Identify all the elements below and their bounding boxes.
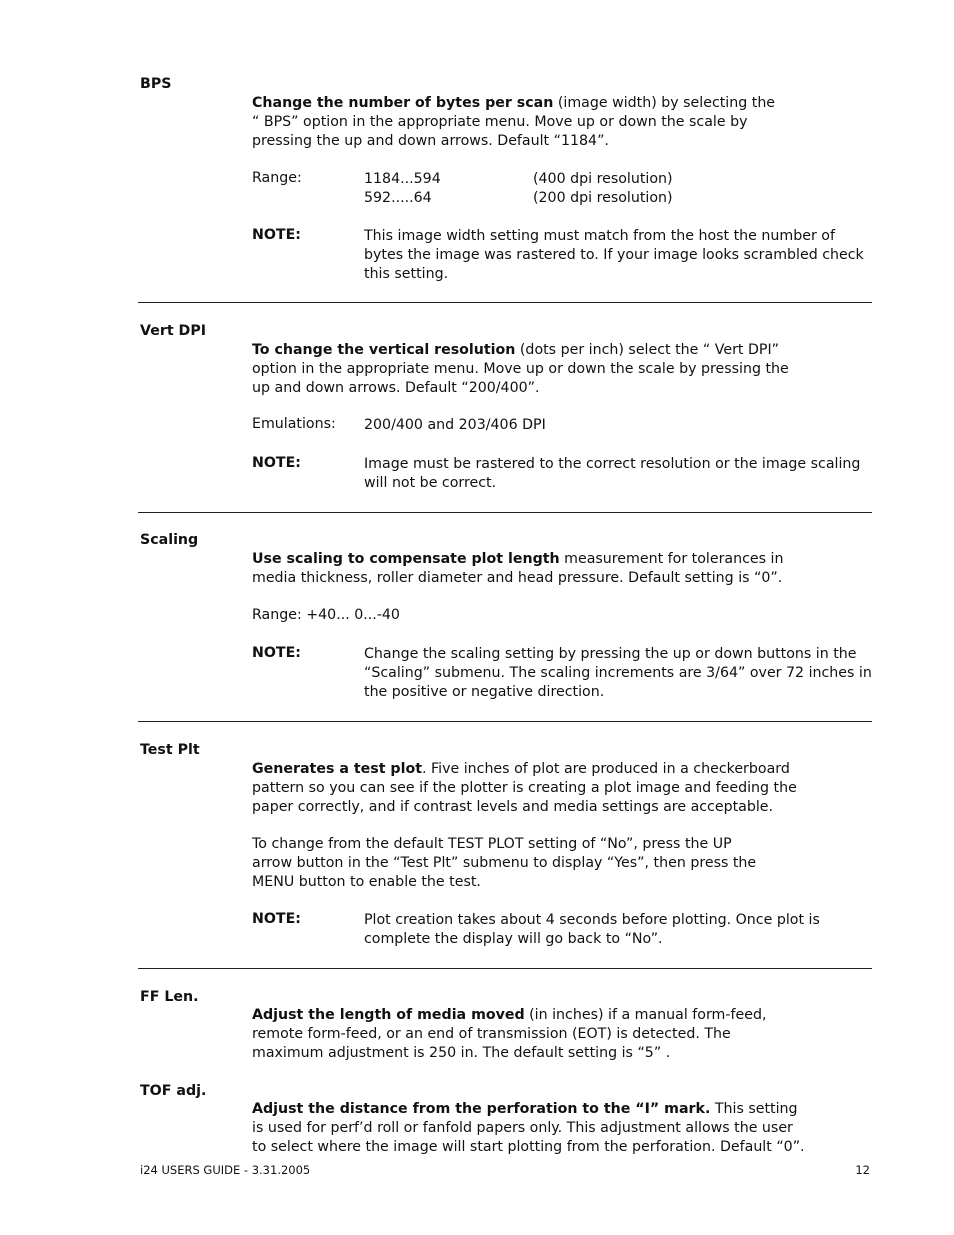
scaling-description-lead: Use scaling to compensate plot length	[252, 551, 560, 567]
test-plt-instructions-line3: MENU button to enable the test.	[252, 873, 481, 890]
scaling-note-line2: “Scaling” submenu. The scaling increments are 3/64” over 72 inches in	[364, 664, 872, 681]
tof-adj-description-line2: is used for perf’d roll or fanfold papers only. This adjustment allows the user	[252, 1119, 793, 1136]
section-heading-bps: BPS	[140, 76, 172, 92]
footer-page-number: 12	[855, 1163, 870, 1177]
vert-dpi-emulations-label: Emulations:	[252, 416, 336, 432]
scaling-range: Range: +40... 0...-40	[252, 607, 400, 623]
vert-dpi-emulations-value: 200/400 and 203/406 DPI	[364, 417, 546, 433]
test-plt-description-line2: pattern so you can see if the plotter is creating a plot image and feeding the	[252, 779, 797, 796]
bps-description-line3: pressing the up and down arrows. Default “1184”.	[252, 132, 609, 149]
ff-len-description-line1: (in inches) if a manual form-feed,	[524, 1007, 767, 1023]
vert-dpi-description-line1: (dots per inch) select the “ Vert DPI”	[515, 342, 780, 358]
test-plt-description-line1: . Five inches of plot are produced in a checkerboard	[421, 761, 790, 777]
footer-document-title: i24 USERS GUIDE - 3.31.2005	[140, 1163, 311, 1177]
vert-dpi-note-line2: will not be correct.	[364, 474, 497, 491]
section-heading-ff-len: FF Len.	[140, 989, 199, 1005]
ff-len-description	[252, 1006, 766, 1062]
vert-dpi-description-lead: To change the vertical resolution	[252, 342, 516, 358]
bps-range-value-1: 1184...594	[364, 171, 441, 187]
section-divider	[138, 512, 872, 513]
bps-note-line2: bytes the image was rastered to. If your image looks scrambled check	[364, 246, 864, 263]
test-plt-note-line1: Plot creation takes about 4 seconds before plotting. Once plot is	[364, 912, 820, 928]
test-plt-instructions-line1: To change from the default TEST PLOT setting of “No”, press the UP	[252, 836, 732, 852]
ff-len-description-lead: Adjust the length of media moved	[252, 1007, 525, 1023]
tof-adj-description-line3: to select where the image will start plotting from the perforation. Default “0”.	[252, 1138, 805, 1155]
section-divider	[138, 302, 872, 303]
test-plt-note-text	[364, 911, 820, 949]
bps-resolution-1: (400 dpi resolution)	[533, 171, 673, 187]
section-heading-tof-adj: TOF adj.	[140, 1083, 207, 1099]
tof-adj-description-line1: This setting	[710, 1101, 798, 1117]
bps-description-line2: “ BPS” option in the appropriate menu. Move up or down the scale by	[252, 113, 748, 130]
test-plt-instructions	[252, 835, 756, 891]
scaling-note-text	[364, 645, 872, 701]
scaling-note-line1: Change the scaling setting by pressing the up or down buttons in the	[364, 646, 857, 662]
vert-dpi-description-line2: option in the appropriate menu. Move up or down the scale by pressing the	[252, 360, 789, 377]
bps-range-value-2: 592.....64	[364, 189, 432, 206]
scaling-description-line2: media thickness, roller diameter and head pressure. Default setting is “0”.	[252, 569, 783, 586]
tof-adj-description-lead: Adjust the distance from the perforation to the “I” mark.	[252, 1101, 711, 1117]
scaling-description	[252, 550, 783, 588]
test-plt-note-label: NOTE:	[252, 911, 301, 927]
bps-note-line1: This image width setting must match from the host the number of	[364, 228, 835, 244]
bps-description-lead: Change the number of bytes per scan	[252, 95, 554, 111]
bps-range-label: Range:	[252, 170, 302, 186]
scaling-description-line1: measurement for tolerances in	[559, 551, 784, 567]
bps-note-line3: this setting.	[364, 265, 449, 282]
test-plt-description	[252, 760, 797, 816]
ff-len-description-line2: remote form-feed, or an end of transmission (EOT) is detected. The	[252, 1025, 731, 1042]
bps-note-text	[364, 227, 864, 283]
bps-resolution-2: (200 dpi resolution)	[533, 189, 673, 206]
bps-description	[252, 94, 775, 150]
scaling-note-label: NOTE:	[252, 645, 301, 661]
vert-dpi-note-label: NOTE:	[252, 455, 301, 471]
bps-range-values	[364, 170, 441, 208]
section-divider	[138, 968, 872, 969]
vert-dpi-description-line3: up and down arrows. Default “200/400”.	[252, 379, 540, 396]
test-plt-description-line3: paper correctly, and if contrast levels and media settings are acceptable.	[252, 798, 774, 815]
vert-dpi-note-text	[364, 455, 860, 493]
ff-len-description-line3: maximum adjustment is 250 in. The default setting is “5” .	[252, 1044, 671, 1061]
bps-resolutions	[533, 170, 673, 208]
vert-dpi-description	[252, 341, 789, 397]
test-plt-description-lead: Generates a test plot	[252, 761, 422, 777]
section-divider	[138, 721, 872, 722]
section-heading-scaling: Scaling	[140, 532, 199, 548]
vert-dpi-note-line1: Image must be rastered to the correct resolution or the image scaling	[364, 456, 861, 472]
scaling-note-line3: the positive or negative direction.	[364, 683, 605, 700]
section-heading-vert-dpi: Vert DPI	[140, 323, 206, 339]
tof-adj-description	[252, 1100, 805, 1156]
section-heading-test-plt: Test Plt	[140, 742, 200, 758]
bps-description-line1: (image width) by selecting the	[553, 95, 776, 111]
bps-note-label: NOTE:	[252, 227, 301, 243]
test-plt-instructions-line2: arrow button in the “Test Plt” submenu to display “Yes”, then press the	[252, 854, 757, 871]
test-plt-note-line2: complete the display will go back to “No”.	[364, 930, 663, 947]
